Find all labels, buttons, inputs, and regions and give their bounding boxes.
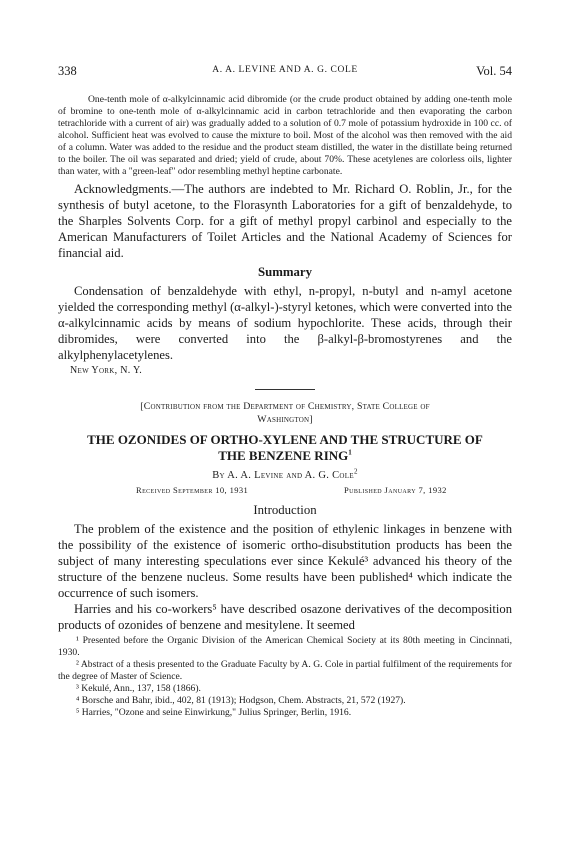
page-number: 338 [58, 64, 77, 78]
acknowledgments-heading: Acknowledgments. [74, 182, 172, 196]
footnote-5: ⁵ Harries, "Ozone and seine Einwirkung," Julius Springer, Berlin, 1916. [76, 707, 352, 718]
published-date: Published January 7, 1932 [344, 485, 447, 495]
header-authors: A. A. LEVINE AND A. G. COLE [212, 65, 358, 75]
title-footnote-marker: 1 [348, 448, 352, 457]
footnotes [58, 635, 512, 719]
introduction-paragraph-2: Harries and his co-workers⁵ have described osazone derivatives of the decomposition products of ozonides of benzene and mesitylene. It seemed [58, 602, 512, 632]
received-date: Received September 10, 1931 [136, 485, 249, 495]
article-title-line-1: THE OZONIDES OF ORTHO-XYLENE AND THE STRUCTURE OF [87, 432, 483, 447]
footnote-4: ⁴ Borsche and Bahr, ibid., 402, 81 (1913); Hodgson, Chem. Abstracts, 21, 572 (1927). [76, 695, 406, 706]
acknowledgments-text: —The authors are indebted to Mr. Richard O. Roblin, Jr., for the synthesis of butyl acetone, to the Florasynth Laboratories for a gift of benzaldehyde, to the Sharples Solvents Corp. for a gift of methyl propyl carbinol and especially to the American Manufacturers of Toilet Articles and the National Academy of Sciences for financial aid. [58, 182, 512, 260]
footnote-3: ³ Kekulé, Ann., 137, 158 (1866). [76, 683, 201, 694]
running-header [58, 64, 512, 82]
byline [58, 467, 512, 481]
volume-label: Vol. 54 [476, 64, 512, 78]
dates-line [58, 485, 512, 499]
introduction-heading: Introduction [253, 503, 317, 517]
contribution-note [58, 400, 512, 426]
contribution-line-1: [Contribution from the Department of Chemistry, State College of [140, 401, 430, 412]
section-divider [255, 389, 315, 390]
summary-place: New York, N. Y. [70, 365, 143, 376]
byline-text: By A. A. Levine and A. G. Cole [212, 470, 354, 481]
contribution-line-2: Washington] [257, 414, 313, 425]
article-title [58, 432, 512, 464]
byline-footnote-marker: 2 [353, 467, 358, 476]
summary-paragraph: Condensation of benzaldehyde with ethyl, n-propyl, n-butyl and n-amyl acetone yielded the corresponding methyl (α-alkyl-)-styryl ketones, which were converted into the α-alkylcinnamic acids by means of sodium hypochlorite. These acids, through their dibromides, were converted into the β-alkyl-β-bromostyrenes and the alkylphenylacetylenes. [58, 284, 512, 362]
acknowledgments-paragraph [58, 181, 512, 261]
experimental-paragraph: One-tenth mole of α-alkylcinnamic acid dibromide (or the crude product obtained by adding one-tenth mole of bromine to one-tenth mole of α-alkylcinnamic acid in carbon tetrachloride and then evaporating the carbon tetrachloride with a current of air) was gradually added to a solution of 0.7 mole of potassium hydroxide in 100 cc. of alcohol. Sufficient heat was evolved to cause the mixture to boil. Most of the alcohol was then removed with the aid of a column. Water was added to the residue and the product steam distilled, the water in the distillate being returned to the boiler. The oil was separated and dried; yield of crude, about 70%. These acetylenes are colorless oils, lighter than water, with a "green-leaf" odor resembling methyl heptine carbonate. [58, 94, 512, 177]
footnote-2: ² Abstract of a thesis presented to the Graduate Faculty by A. G. Cole in partial fulfilment of the requirements for the degree of Master of Science. [58, 659, 512, 682]
article-title-line-2: THE BENZENE RING [218, 448, 349, 463]
introduction-paragraph-1: The problem of the existence and the position of ethylenic linkages in benzene with the possibility of the existence of isomeric ortho-disubstitution products has been the subject of many interesting speculations ever since Kekulé³ advanced his theory of the structure of the benzene nucleus. Some results have been published⁴ which indicate the occurrence of such isomers. [58, 522, 512, 600]
footnote-1: ¹ Presented before the Organic Division of the American Chemical Society at its 80th meeting in Cincinnati, 1930. [58, 635, 512, 658]
summary-heading: Summary [257, 265, 313, 279]
journal-page [58, 64, 512, 719]
